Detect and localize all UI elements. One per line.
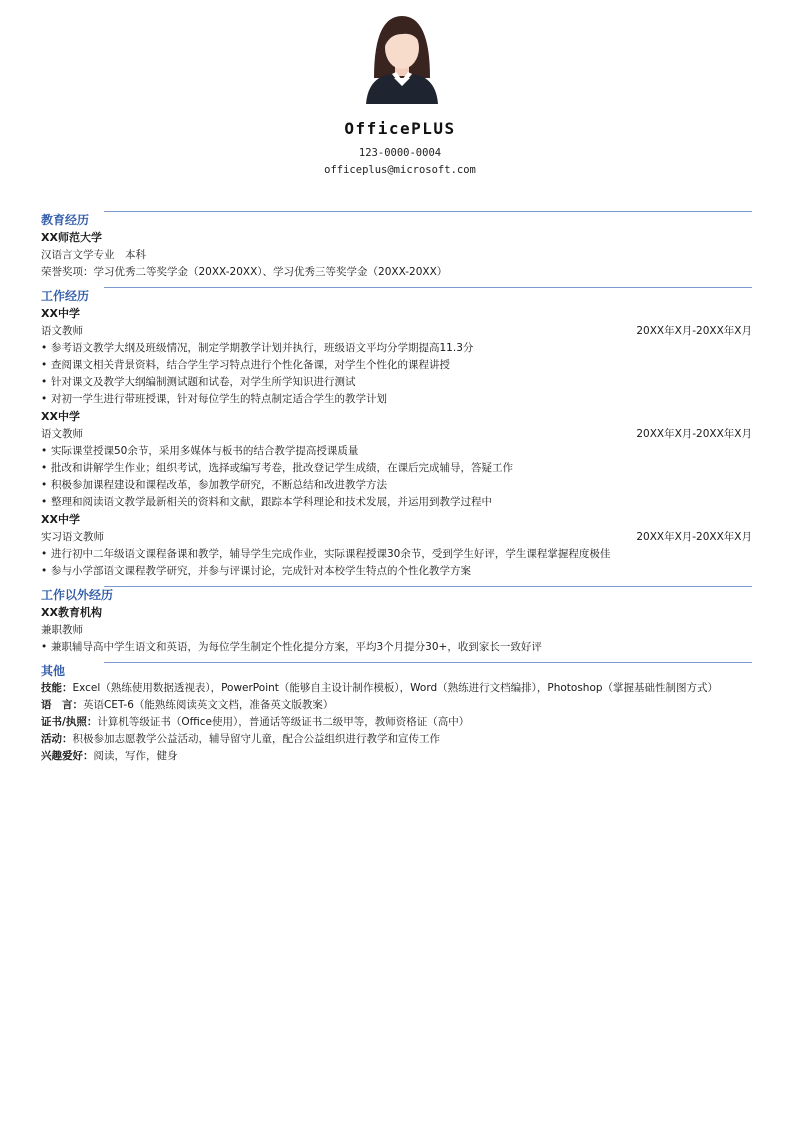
activity-text: 积极参加志愿教学公益活动，辅导留守儿童，配合公益组织进行教学和宣传工作 <box>72 733 440 745</box>
language-text: 英语CET-6（能熟练阅读英文文档，准备英文版教案） <box>83 699 334 711</box>
job-role: 实习语文教师 <box>41 531 104 543</box>
certificate-label: 证书/执照： <box>41 716 98 728</box>
hobby-label: 兴趣爱好： <box>41 750 94 762</box>
job-entry <box>41 305 752 408</box>
resume-body <box>41 210 752 770</box>
job-period: 20XX年X月-20XX年X月 <box>636 428 752 440</box>
section-title-work: 工作经历 <box>41 289 90 303</box>
education-section <box>41 210 752 281</box>
skills-line <box>41 680 752 697</box>
job-bullet: • 实际课堂授课50余节，采用多媒体与板书的结合教学提高授课质量 <box>41 443 752 460</box>
extra-bullet: • 兼职辅导高中学生语文和英语，为每位学生制定个性化提分方案，平均3个月提分30+，收到家长一致好评 <box>41 639 752 656</box>
job-bullet: • 针对课文及教学大纲编制测试题和试卷，对学生所学知识进行测试 <box>41 374 752 391</box>
job-org: XX中学 <box>41 513 80 526</box>
phone-number: 123-0000-0004 <box>358 147 442 159</box>
language-label: 语 言： <box>41 699 83 711</box>
language-line <box>41 697 752 714</box>
skills-text: Excel（熟练使用数据透视表），PowerPoint（能够自主设计制作模板），Word（熟练进行文档编排），Photoshop（掌握基础性制图方式） <box>72 682 719 694</box>
job-bullet: • 积极参加课程建设和课程改革，参加教学研究，不断总结和改进教学方法 <box>41 477 752 494</box>
candidate-name: OfficePLUS <box>344 119 456 138</box>
extra-experience-section <box>41 585 752 656</box>
job-bullet: • 查阅课文相关背景资料，结合学生学习特点进行个性化备课，对学生个性化的课程讲授 <box>41 357 752 374</box>
section-title-other: 其他 <box>41 664 66 678</box>
job-bullet: • 对初一学生进行带班授课，针对每位学生的特点制定适合学生的教学计划 <box>41 391 752 408</box>
job-org: XX中学 <box>41 307 80 320</box>
job-bullet: • 进行初中二年级语文课程备课和教学，辅导学生完成作业，实际课程授课30余节，受到学生好评，学生课程掌握程度极佳 <box>41 546 752 563</box>
job-role: 语文教师 <box>41 325 83 337</box>
activity-label: 活动： <box>41 733 73 745</box>
major-degree: 汉语言文学专业 本科 <box>41 249 146 261</box>
job-period: 20XX年X月-20XX年X月 <box>636 325 752 337</box>
extra-role: 兼职教师 <box>41 624 83 636</box>
section-title-education: 教育经历 <box>41 213 90 227</box>
certificate-line <box>41 714 752 731</box>
school-name: XX师范大学 <box>41 231 102 244</box>
certificate-text: 计算机等级证书（Office使用），普通话等级证书二级甲等，教师资格证（高中） <box>97 716 470 728</box>
job-entry <box>41 408 752 511</box>
hobby-text: 阅读，写作，健身 <box>93 750 178 762</box>
job-entry <box>41 511 752 580</box>
email-address: officeplus@microsoft.com <box>324 164 476 176</box>
activity-line <box>41 731 752 748</box>
extra-org: XX教育机构 <box>41 606 102 619</box>
job-role: 语文教师 <box>41 428 83 440</box>
work-section <box>41 286 752 580</box>
other-section <box>41 661 752 765</box>
avatar <box>366 12 438 104</box>
job-period: 20XX年X月-20XX年X月 <box>636 531 752 543</box>
honors: 荣誉奖项：学习优秀二等奖学金（20XX-20XX）、学习优秀三等奖学金（20XX-20XX） <box>41 266 448 278</box>
job-bullet: • 参与小学部语文课程教学研究，并参与评课讨论，完成针对本校学生特点的个性化教学方案 <box>41 563 752 580</box>
section-title-extra: 工作以外经历 <box>41 588 114 602</box>
job-bullet: • 参考语文教学大纲及班级情况，制定学期教学计划并执行，班级语文平均分学期提高11.3分 <box>41 340 752 357</box>
hobby-line <box>41 748 752 765</box>
job-bullet: • 整理和阅读语文教学最新相关的资料和文献，跟踪本学科理论和技术发展，并运用到教学过程中 <box>41 494 752 511</box>
job-org: XX中学 <box>41 410 80 423</box>
job-bullet: • 批改和讲解学生作业；组织考试，选择或编写考卷，批改登记学生成绩，在课后完成辅导，答疑工作 <box>41 460 752 477</box>
skills-label: 技能： <box>41 682 73 694</box>
